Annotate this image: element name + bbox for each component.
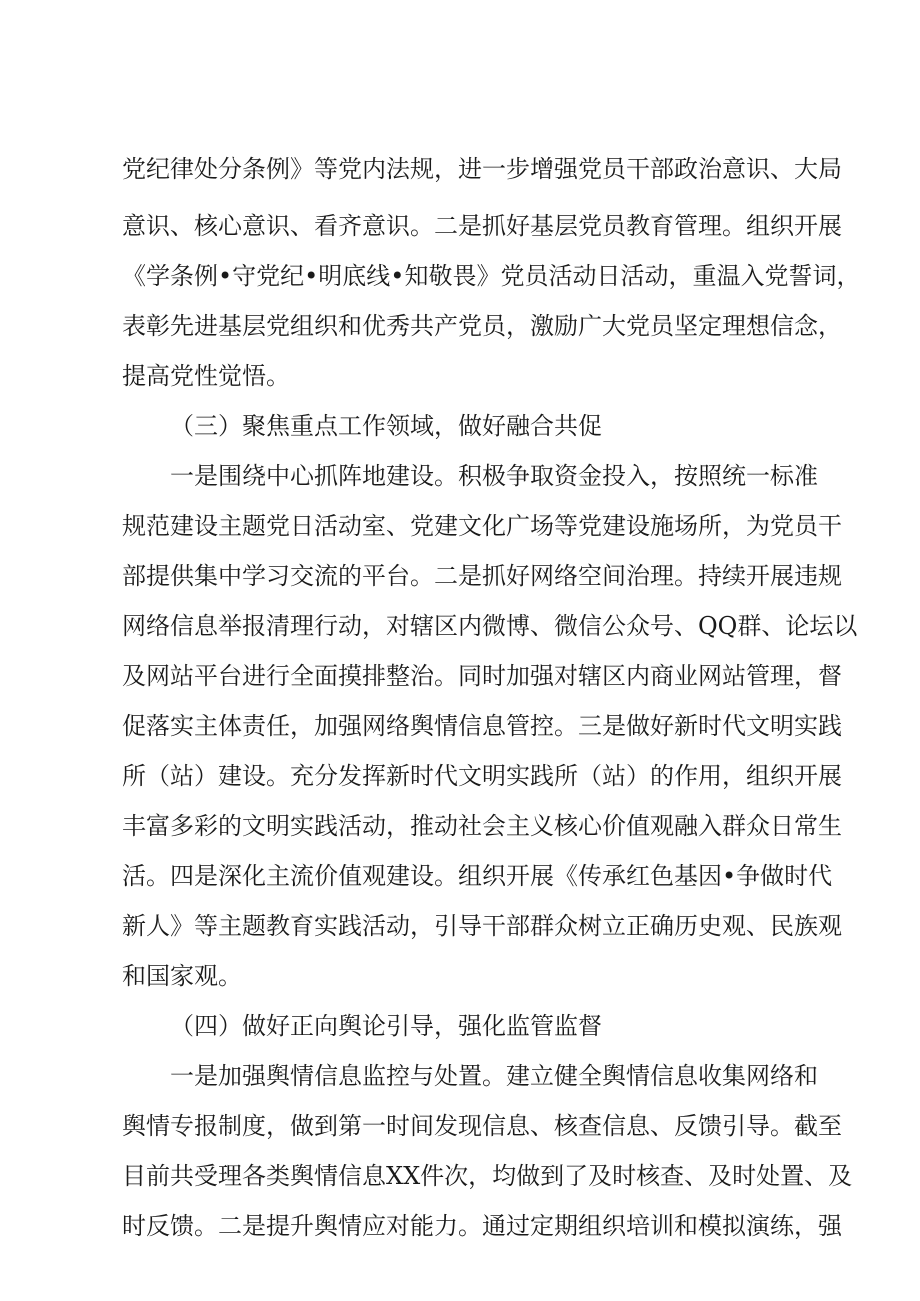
text-line: 提高党性觉悟。 — [122, 362, 290, 390]
text-line: 《学条例•守党纪•明底线•知敬畏》党员活动日活动，重温入党誓词， — [122, 262, 861, 290]
text-line: 丰富多彩的文明实践活动，推动社会主义核心价值观融入群众日常生 — [122, 812, 842, 840]
text-line: 部提供集中学习交流的平台。二是抓好网络空间治理。持续开展违规 — [122, 562, 842, 590]
text-line: 促落实主体责任，加强网络舆情信息管控。三是做好新时代文明实践 — [122, 712, 842, 740]
text-line: 表彰先进基层党组织和优秀共产党员，激励广大党员坚定理想信念， — [122, 312, 842, 340]
text-line: 舆情专报制度，做到第一时间发现信息、核查信息、反馈引导。截至 — [122, 1112, 842, 1140]
text-line: 目前共受理各类舆情信息XX件次，均做到了及时核查、及时处置、及 — [122, 1162, 853, 1190]
text-line: 一是围绕中心抓阵地建设。积极争取资金投入，按照统一标准 — [170, 462, 818, 490]
text-line: 时反馈。二是提升舆情应对能力。通过定期组织培训和模拟演练，强 — [122, 1212, 842, 1240]
text-line: 新人》等主题教育实践活动，引导干部群众树立正确历史观、民族观 — [122, 912, 842, 940]
text-line: 所（站）建设。充分发挥新时代文明实践所（站）的作用，组织开展 — [122, 762, 842, 790]
section-heading: （三）聚焦重点工作领域，做好融合共促 — [170, 412, 602, 440]
text-line: 意识、核心意识、看齐意识。二是抓好基层党员教育管理。组织开展 — [122, 212, 842, 240]
section-heading: （四）做好正向舆论引导，强化监管监督 — [170, 1012, 602, 1040]
text-line: 活。四是深化主流价值观建设。组织开展《传承红色基因•争做时代 — [122, 862, 833, 890]
text-line: 规范建设主题党日活动室、党建文化广场等党建设施场所，为党员干 — [122, 512, 842, 540]
text-line: 及网站平台进行全面摸排整治。同时加强对辖区内商业网站管理，督 — [122, 662, 842, 690]
text-line: 和国家观。 — [122, 962, 242, 990]
text-line: 一是加强舆情信息监控与处置。建立健全舆情信息收集网络和 — [170, 1062, 818, 1090]
text-line: 党纪律处分条例》等党内法规，进一步增强党员干部政治意识、大局 — [122, 155, 842, 183]
text-line: 网络信息举报清理行动，对辖区内微博、微信公众号、QQ群、论坛以 — [122, 612, 858, 640]
